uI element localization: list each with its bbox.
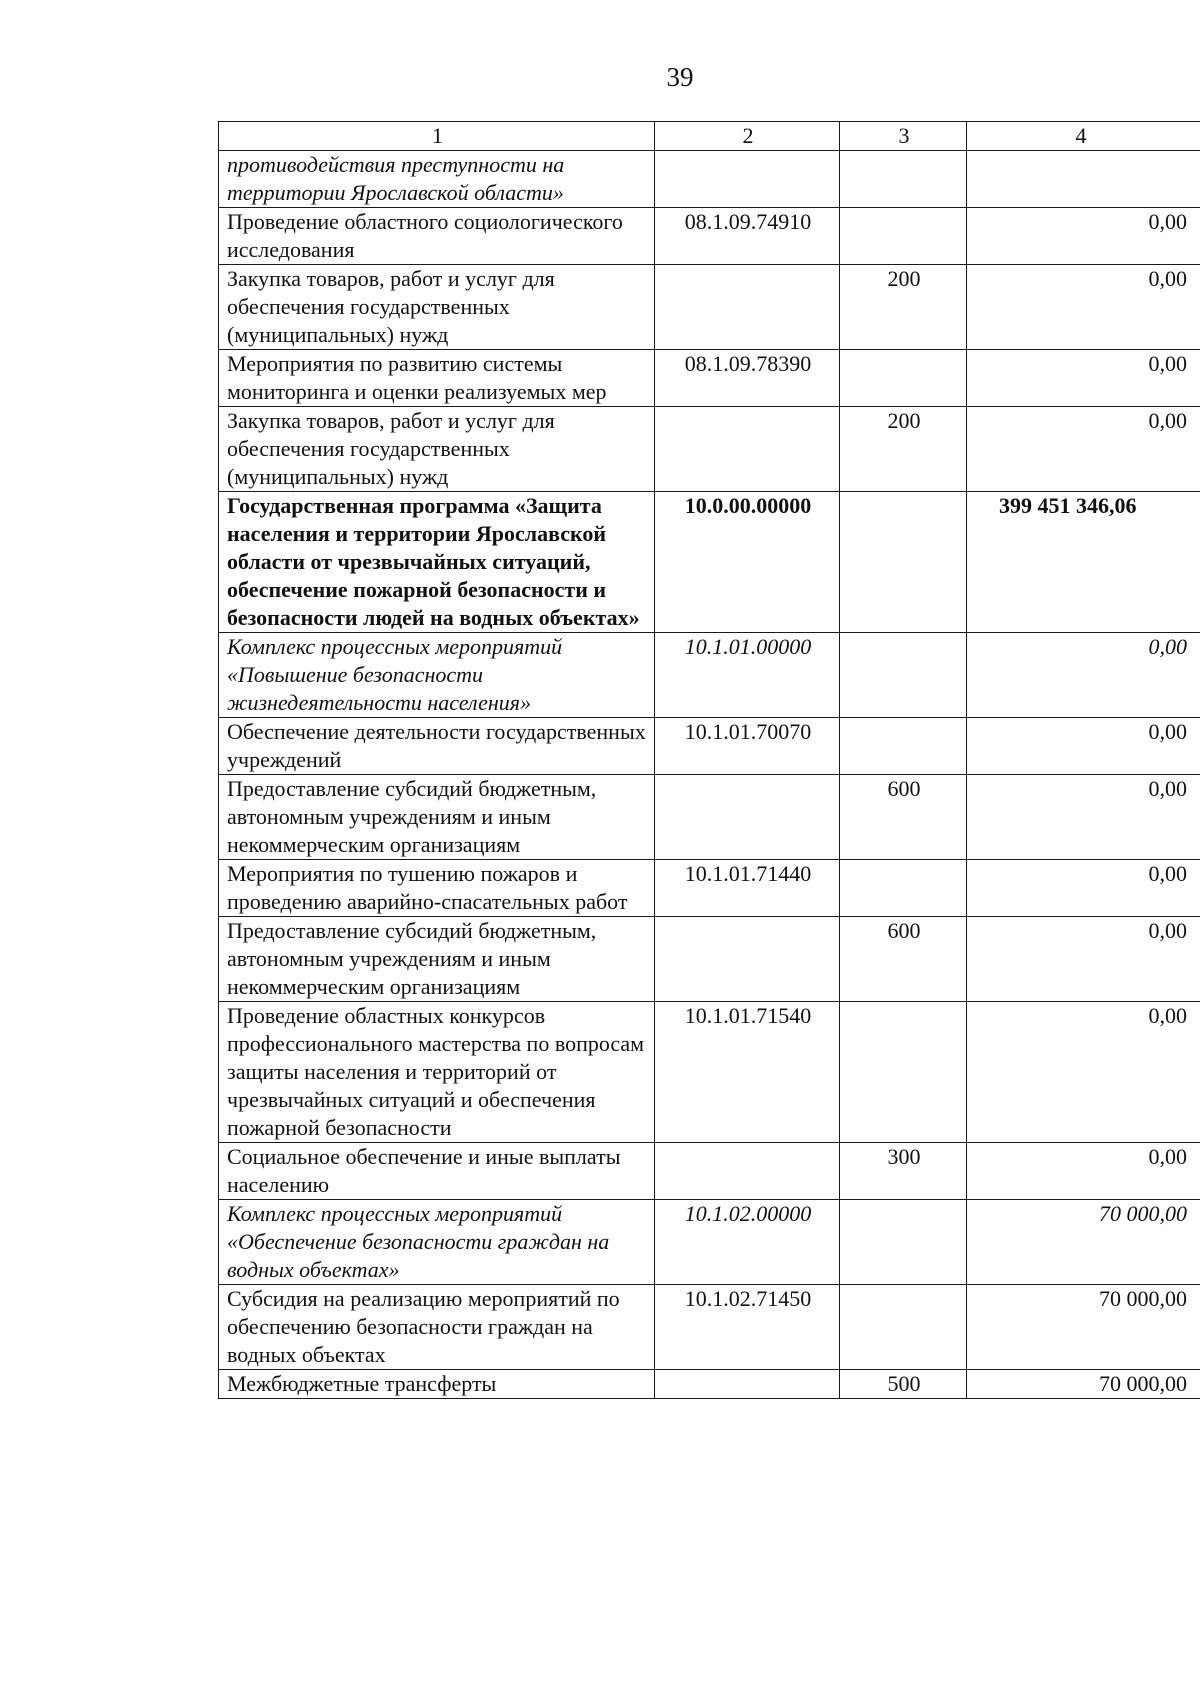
row-amount-cell: 70 000,00 (967, 1285, 1200, 1370)
table-row (219, 775, 1200, 860)
row-name-cell: противодействия преступности на территории Ярославской области» (219, 151, 655, 208)
row-name-cell: Предоставление субсидий бюджетным, автономным учреждениям и иным некоммерческим организациям (219, 917, 655, 1002)
row-amount-cell: 0,00 (967, 860, 1200, 917)
row-name-cell: Субсидия на реализацию мероприятий по обеспечению безопасности граждан на водных объектах (219, 1285, 655, 1370)
row-code-cell (655, 775, 840, 860)
row-expense-type-cell (840, 1200, 967, 1285)
row-name-cell: Мероприятия по развитию системы мониторинга и оценки реализуемых мер (219, 350, 655, 407)
column-header-3: 3 (840, 122, 967, 151)
row-expense-type-cell (840, 151, 967, 208)
table-row (219, 350, 1200, 407)
row-code-cell (655, 265, 840, 350)
row-amount-cell: 0,00 (967, 1002, 1200, 1143)
table-row (219, 917, 1200, 1002)
row-expense-type-cell: 600 (840, 775, 967, 860)
row-expense-type-cell: 500 (840, 1370, 967, 1399)
row-amount-cell: 0,00 (967, 265, 1200, 350)
row-name-cell: Закупка товаров, работ и услуг для обеспечения государственных (муниципальных) нужд (219, 265, 655, 350)
table-body (219, 151, 1200, 1399)
table-row (219, 265, 1200, 350)
row-name-cell: Предоставление субсидий бюджетным, автономным учреждениям и иным некоммерческим организациям (219, 775, 655, 860)
table-row (219, 1143, 1200, 1200)
row-code-cell (655, 1370, 840, 1399)
row-amount-cell: 70 000,00 (967, 1200, 1200, 1285)
row-name-cell: Социальное обеспечение и иные выплаты населению (219, 1143, 655, 1200)
row-name-cell: Комплекс процессных мероприятий «Обеспечение безопасности граждан на водных объектах» (219, 1200, 655, 1285)
table-row (219, 718, 1200, 775)
row-code-cell: 10.1.02.00000 (655, 1200, 840, 1285)
row-code-cell (655, 151, 840, 208)
row-code-cell: 10.1.01.71540 (655, 1002, 840, 1143)
column-header-4: 4 (967, 122, 1200, 151)
table-row (219, 633, 1200, 718)
row-expense-type-cell (840, 1285, 967, 1370)
row-amount-cell: 70 000,00 (967, 1370, 1200, 1399)
row-code-cell: 08.1.09.74910 (655, 208, 840, 265)
row-expense-type-cell (840, 492, 967, 633)
table-row (219, 407, 1200, 492)
row-name-cell: Государственная программа «Защита населения и территории Ярославской области от чрезвычайных ситуаций, обеспечение пожарной безопасности и безопасности людей на водных объектах» (219, 492, 655, 633)
row-amount-cell: 0,00 (967, 718, 1200, 775)
row-code-cell: 08.1.09.78390 (655, 350, 840, 407)
row-amount-cell: 0,00 (967, 775, 1200, 860)
row-expense-type-cell: 200 (840, 265, 967, 350)
row-amount-cell: 399 451 346,06 (967, 492, 1200, 633)
row-amount-cell: 0,00 (967, 350, 1200, 407)
row-name-cell: Проведение областных конкурсов профессионального мастерства по вопросам защиты населения и территорий от чрезвычайных ситуаций и обеспечения пожарной безопасности (219, 1002, 655, 1143)
row-code-cell (655, 1143, 840, 1200)
row-expense-type-cell (840, 1002, 967, 1143)
row-name-cell: Межбюджетные трансферты (219, 1370, 655, 1399)
table-header-row (219, 122, 1200, 151)
row-expense-type-cell (840, 633, 967, 718)
row-amount-cell: 0,00 (967, 917, 1200, 1002)
row-code-cell (655, 917, 840, 1002)
row-amount-cell: 0,00 (967, 407, 1200, 492)
row-code-cell: 10.1.01.00000 (655, 633, 840, 718)
row-name-cell: Комплекс процессных мероприятий «Повышение безопасности жизнедеятельности населения» (219, 633, 655, 718)
row-amount-cell (967, 151, 1200, 208)
row-name-cell: Обеспечение деятельности государственных учреждений (219, 718, 655, 775)
row-expense-type-cell (840, 718, 967, 775)
column-header-1: 1 (219, 122, 655, 151)
table-row (219, 1285, 1200, 1370)
row-code-cell: 10.1.01.70070 (655, 718, 840, 775)
row-amount-cell: 0,00 (967, 208, 1200, 265)
table-row (219, 208, 1200, 265)
row-expense-type-cell (840, 350, 967, 407)
row-amount-cell: 0,00 (967, 1143, 1200, 1200)
table-row (219, 1370, 1200, 1399)
row-expense-type-cell: 200 (840, 407, 967, 492)
row-expense-type-cell (840, 208, 967, 265)
table-row (219, 492, 1200, 633)
table-row (219, 1200, 1200, 1285)
table-row (219, 151, 1200, 208)
row-code-cell: 10.1.02.71450 (655, 1285, 840, 1370)
row-name-cell: Проведение областного социологического исследования (219, 208, 655, 265)
row-code-cell: 10.0.00.00000 (655, 492, 840, 633)
row-expense-type-cell: 300 (840, 1143, 967, 1200)
page-number: 39 (666, 62, 694, 92)
row-name-cell: Мероприятия по тушению пожаров и проведению аварийно-спасательных работ (219, 860, 655, 917)
row-name-cell: Закупка товаров, работ и услуг для обеспечения государственных (муниципальных) нужд (219, 407, 655, 492)
row-code-cell (655, 407, 840, 492)
row-amount-cell: 0,00 (967, 633, 1200, 718)
row-code-cell: 10.1.01.71440 (655, 860, 840, 917)
table-row (219, 860, 1200, 917)
row-expense-type-cell (840, 860, 967, 917)
row-expense-type-cell: 600 (840, 917, 967, 1002)
column-header-2: 2 (655, 122, 840, 151)
table-row (219, 1002, 1200, 1143)
budget-table (218, 121, 1200, 1399)
